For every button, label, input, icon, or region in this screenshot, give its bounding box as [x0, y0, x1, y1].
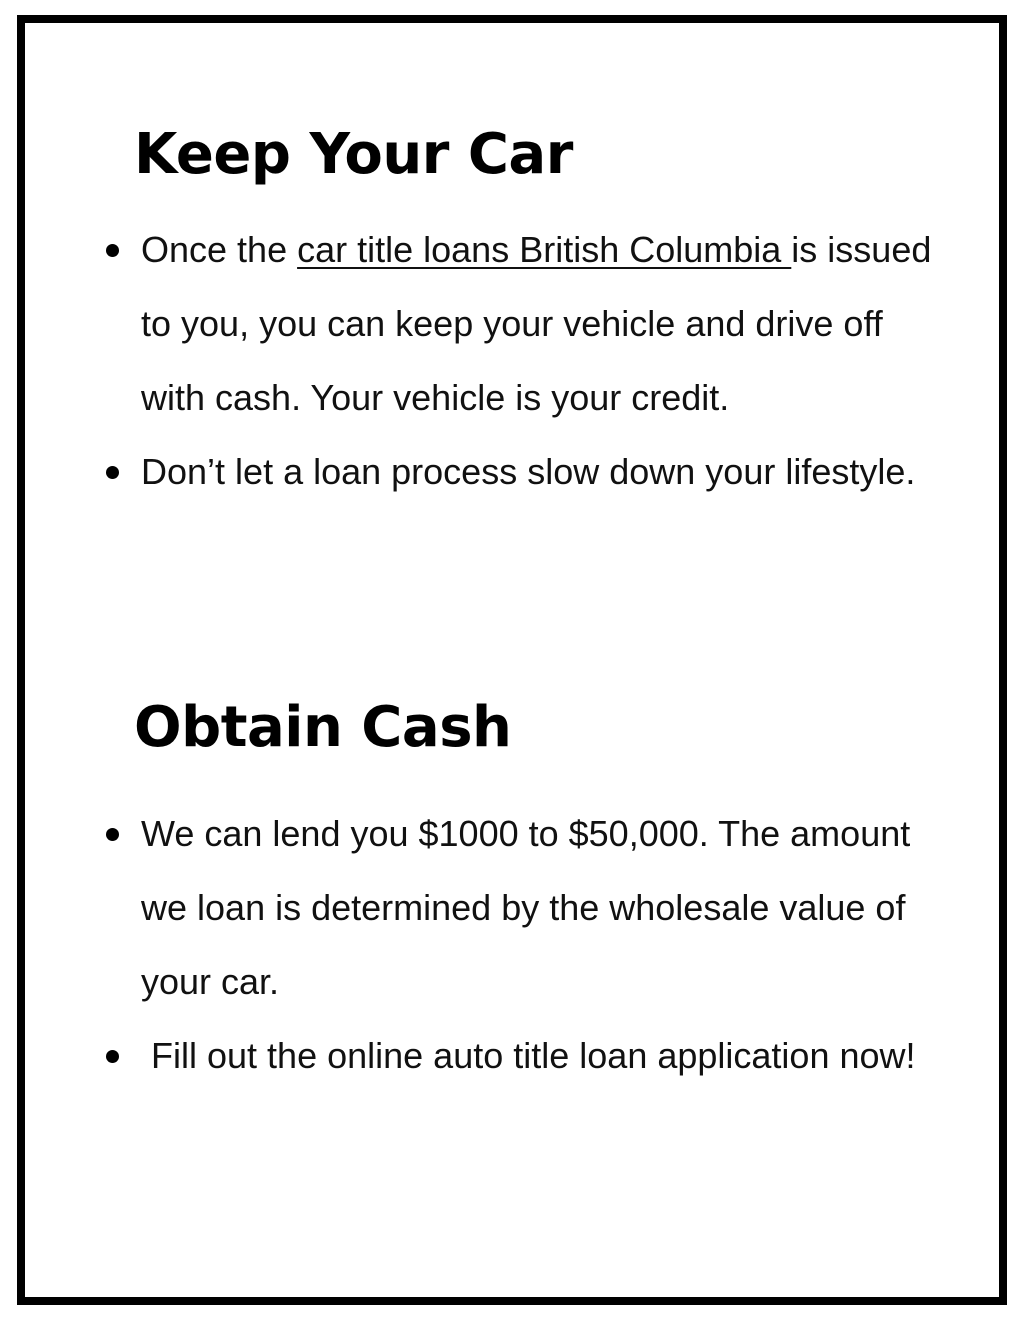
bullet-text: Don’t let a loan process slow down your lifestyle. [141, 451, 916, 492]
heading-obtain-cash: Obtain Cash [134, 695, 512, 760]
bullet-text: Fill out the online auto title loan application now! [141, 1035, 916, 1076]
obtain-cash-list [0, 797, 1024, 1093]
bullet-text: We can lend you $1000 to $50,000. The amount we loan is determined by the wholesale value of your car. [141, 813, 911, 1002]
bullet-text-before: Once the [141, 229, 298, 270]
list-item [0, 1019, 941, 1093]
car-title-loans-bc-link[interactable]: car title loans British Columbia [297, 229, 792, 270]
list-item [0, 435, 941, 509]
list-item [0, 213, 941, 435]
bullet-text-after: is issued to you, you can keep your vehicle and drive off with cash. Your vehicle is your credit. [141, 229, 932, 418]
page-border-frame [17, 15, 1007, 1305]
keep-your-car-list [0, 213, 1024, 509]
bullet-dot-icon [106, 244, 119, 257]
bullet-dot-icon [106, 828, 119, 841]
heading-keep-your-car: Keep Your Car [134, 122, 573, 187]
list-item [0, 797, 941, 1019]
bullet-dot-icon [106, 466, 119, 479]
bullet-dot-icon [106, 1050, 119, 1063]
